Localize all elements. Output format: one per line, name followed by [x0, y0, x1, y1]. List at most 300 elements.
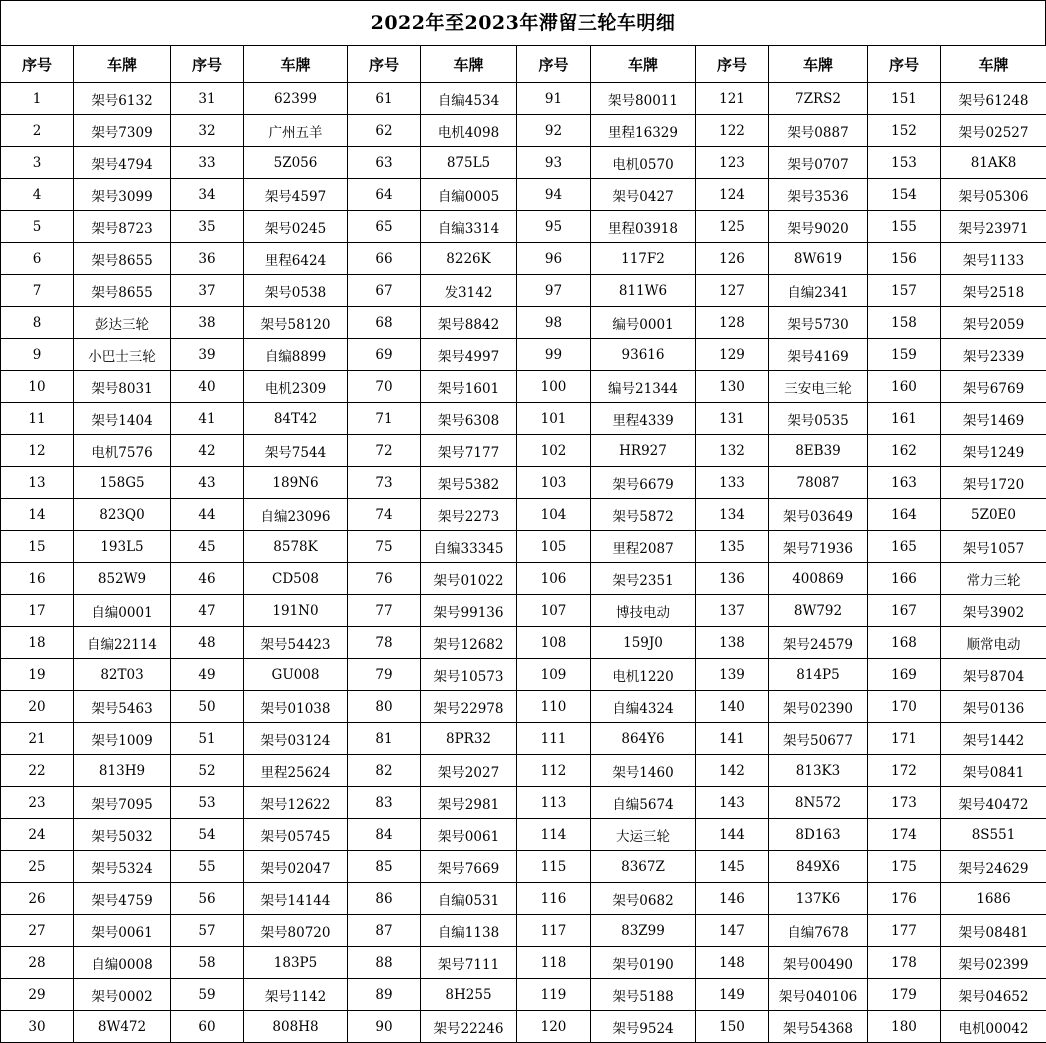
table-row: [1, 403, 1046, 435]
index-cell: 130: [696, 371, 769, 403]
plate-cell: 8W792: [769, 595, 868, 627]
index-cell: 80: [348, 691, 421, 723]
index-cell: 151: [868, 83, 941, 115]
index-cell: 17: [1, 595, 74, 627]
plate-cell: 78087: [769, 467, 868, 499]
index-cell: 85: [348, 851, 421, 883]
plate-cell: 架号3902: [941, 595, 1046, 627]
plate-cell: 自编0005: [421, 179, 517, 211]
index-cell: 135: [696, 531, 769, 563]
table-row: [1, 691, 1046, 723]
index-cell: 90: [348, 1011, 421, 1043]
plate-cell: 架号05745: [244, 819, 348, 851]
column-header-index: 序号: [696, 46, 769, 83]
plate-cell: 架号9020: [769, 211, 868, 243]
plate-cell: 大运三轮: [591, 819, 696, 851]
plate-cell: 架号8704: [941, 659, 1046, 691]
column-header-plate: 车牌: [421, 46, 517, 83]
index-cell: 1: [1, 83, 74, 115]
plate-cell: 自编4534: [421, 83, 517, 115]
plate-cell: 架号24629: [941, 851, 1046, 883]
table-row: [1, 435, 1046, 467]
plate-cell: 架号7669: [421, 851, 517, 883]
index-cell: 134: [696, 499, 769, 531]
index-cell: 153: [868, 147, 941, 179]
plate-cell: 架号8031: [74, 371, 171, 403]
plate-cell: 架号04652: [941, 979, 1046, 1011]
plate-cell: GU008: [244, 659, 348, 691]
index-cell: 116: [517, 883, 591, 915]
plate-cell: 架号1601: [421, 371, 517, 403]
index-cell: 41: [171, 403, 244, 435]
plate-cell: 架号08481: [941, 915, 1046, 947]
plate-cell: 架号2027: [421, 755, 517, 787]
plate-cell: 架号7177: [421, 435, 517, 467]
plate-cell: 架号0682: [591, 883, 696, 915]
plate-cell: 808H8: [244, 1011, 348, 1043]
plate-cell: 架号5872: [591, 499, 696, 531]
column-header-index: 序号: [868, 46, 941, 83]
plate-cell: 架号0535: [769, 403, 868, 435]
index-cell: 100: [517, 371, 591, 403]
plate-cell: 架号3536: [769, 179, 868, 211]
plate-cell: 架号6132: [74, 83, 171, 115]
index-cell: 97: [517, 275, 591, 307]
table-row: [1, 307, 1046, 339]
index-cell: 165: [868, 531, 941, 563]
plate-cell: 架号8655: [74, 275, 171, 307]
table-row: [1, 115, 1046, 147]
index-cell: 88: [348, 947, 421, 979]
plate-cell: 架号2339: [941, 339, 1046, 371]
index-cell: 73: [348, 467, 421, 499]
plate-cell: 架号0061: [421, 819, 517, 851]
index-cell: 173: [868, 787, 941, 819]
table-row: [1, 147, 1046, 179]
plate-cell: 架号8842: [421, 307, 517, 339]
index-cell: 54: [171, 819, 244, 851]
plate-cell: 架号05306: [941, 179, 1046, 211]
plate-cell: 自编4324: [591, 691, 696, 723]
plate-cell: 自编0531: [421, 883, 517, 915]
plate-cell: 架号7544: [244, 435, 348, 467]
index-cell: 82: [348, 755, 421, 787]
index-cell: 136: [696, 563, 769, 595]
plate-cell: 117F2: [591, 243, 696, 275]
plate-cell: 里程16329: [591, 115, 696, 147]
index-cell: 55: [171, 851, 244, 883]
plate-cell: 架号040106: [769, 979, 868, 1011]
column-header-plate: 车牌: [591, 46, 696, 83]
index-cell: 180: [868, 1011, 941, 1043]
index-cell: 166: [868, 563, 941, 595]
index-cell: 128: [696, 307, 769, 339]
index-cell: 114: [517, 819, 591, 851]
index-cell: 19: [1, 659, 74, 691]
plate-cell: 架号03649: [769, 499, 868, 531]
plate-cell: 电机1220: [591, 659, 696, 691]
index-cell: 8: [1, 307, 74, 339]
plate-cell: 137K6: [769, 883, 868, 915]
plate-cell: 架号4794: [74, 147, 171, 179]
plate-cell: 架号58120: [244, 307, 348, 339]
index-cell: 23: [1, 787, 74, 819]
plate-cell: 自编2341: [769, 275, 868, 307]
plate-cell: 158G5: [74, 467, 171, 499]
plate-cell: 架号2059: [941, 307, 1046, 339]
index-cell: 162: [868, 435, 941, 467]
plate-cell: 架号9524: [591, 1011, 696, 1043]
index-cell: 42: [171, 435, 244, 467]
plate-cell: 架号12622: [244, 787, 348, 819]
plate-cell: 里程2087: [591, 531, 696, 563]
plate-cell: 电机7576: [74, 435, 171, 467]
table-row: [1, 851, 1046, 883]
table-row: [1, 211, 1046, 243]
plate-cell: 875L5: [421, 147, 517, 179]
index-cell: 98: [517, 307, 591, 339]
index-cell: 112: [517, 755, 591, 787]
index-cell: 147: [696, 915, 769, 947]
column-header-index: 序号: [1, 46, 74, 83]
table-row: [1, 243, 1046, 275]
index-cell: 21: [1, 723, 74, 755]
index-cell: 99: [517, 339, 591, 371]
plate-cell: 架号4997: [421, 339, 517, 371]
index-cell: 45: [171, 531, 244, 563]
plate-cell: 架号5324: [74, 851, 171, 883]
index-cell: 58: [171, 947, 244, 979]
index-cell: 95: [517, 211, 591, 243]
plate-cell: 8PR32: [421, 723, 517, 755]
plate-cell: 自编0008: [74, 947, 171, 979]
index-cell: 154: [868, 179, 941, 211]
plate-cell: 架号5730: [769, 307, 868, 339]
plate-cell: 发3142: [421, 275, 517, 307]
plate-cell: 里程25624: [244, 755, 348, 787]
index-cell: 89: [348, 979, 421, 1011]
plate-cell: 电机4098: [421, 115, 517, 147]
plate-cell: 813H9: [74, 755, 171, 787]
plate-cell: 自编22114: [74, 627, 171, 659]
table-body: [1, 83, 1046, 1043]
plate-cell: 架号4597: [244, 179, 348, 211]
plate-cell: 852W9: [74, 563, 171, 595]
plate-cell: 183P5: [244, 947, 348, 979]
index-cell: 170: [868, 691, 941, 723]
plate-cell: 62399: [244, 83, 348, 115]
index-cell: 31: [171, 83, 244, 115]
plate-cell: 架号0707: [769, 147, 868, 179]
index-cell: 144: [696, 819, 769, 851]
plate-cell: 架号61248: [941, 83, 1046, 115]
index-cell: 158: [868, 307, 941, 339]
index-cell: 81: [348, 723, 421, 755]
index-cell: 53: [171, 787, 244, 819]
index-cell: 94: [517, 179, 591, 211]
table-row: [1, 787, 1046, 819]
index-cell: 172: [868, 755, 941, 787]
index-cell: 9: [1, 339, 74, 371]
index-cell: 105: [517, 531, 591, 563]
index-cell: 76: [348, 563, 421, 595]
index-cell: 103: [517, 467, 591, 499]
index-cell: 48: [171, 627, 244, 659]
table-row: [1, 371, 1046, 403]
plate-cell: 193L5: [74, 531, 171, 563]
index-cell: 167: [868, 595, 941, 627]
plate-cell: 架号7095: [74, 787, 171, 819]
plate-cell: 架号0538: [244, 275, 348, 307]
index-cell: 14: [1, 499, 74, 531]
index-cell: 178: [868, 947, 941, 979]
plate-cell: 架号5188: [591, 979, 696, 1011]
index-cell: 149: [696, 979, 769, 1011]
plate-cell: 架号7111: [421, 947, 517, 979]
index-cell: 51: [171, 723, 244, 755]
plate-cell: 架号23971: [941, 211, 1046, 243]
index-cell: 138: [696, 627, 769, 659]
index-cell: 176: [868, 883, 941, 915]
index-cell: 57: [171, 915, 244, 947]
index-cell: 46: [171, 563, 244, 595]
index-cell: 169: [868, 659, 941, 691]
index-cell: 107: [517, 595, 591, 627]
index-cell: 120: [517, 1011, 591, 1043]
plate-cell: 架号00490: [769, 947, 868, 979]
plate-cell: 架号03124: [244, 723, 348, 755]
index-cell: 84: [348, 819, 421, 851]
plate-cell: 架号80720: [244, 915, 348, 947]
index-cell: 43: [171, 467, 244, 499]
index-cell: 121: [696, 83, 769, 115]
plate-cell: 架号1442: [941, 723, 1046, 755]
table-row: [1, 275, 1046, 307]
plate-cell: 架号2273: [421, 499, 517, 531]
index-cell: 30: [1, 1011, 74, 1043]
plate-cell: 自编5674: [591, 787, 696, 819]
plate-cell: 架号01022: [421, 563, 517, 595]
index-cell: 12: [1, 435, 74, 467]
index-cell: 40: [171, 371, 244, 403]
plate-cell: 架号54423: [244, 627, 348, 659]
plate-cell: 里程4339: [591, 403, 696, 435]
index-cell: 67: [348, 275, 421, 307]
index-cell: 108: [517, 627, 591, 659]
index-cell: 171: [868, 723, 941, 755]
plate-cell: 813K3: [769, 755, 868, 787]
index-cell: 25: [1, 851, 74, 883]
table-row: [1, 723, 1046, 755]
index-cell: 123: [696, 147, 769, 179]
index-cell: 92: [517, 115, 591, 147]
page-title: 2022年至2023年滞留三轮车明细: [0, 0, 1046, 45]
index-cell: 18: [1, 627, 74, 659]
index-cell: 22: [1, 755, 74, 787]
index-cell: 152: [868, 115, 941, 147]
table-row: [1, 627, 1046, 659]
index-cell: 24: [1, 819, 74, 851]
plate-cell: 架号2981: [421, 787, 517, 819]
index-cell: 110: [517, 691, 591, 723]
plate-cell: 小巴士三轮: [74, 339, 171, 371]
plate-cell: 架号0841: [941, 755, 1046, 787]
plate-cell: 架号1142: [244, 979, 348, 1011]
plate-cell: 81AK8: [941, 147, 1046, 179]
table-row: [1, 947, 1046, 979]
index-cell: 175: [868, 851, 941, 883]
index-cell: 71: [348, 403, 421, 435]
index-cell: 70: [348, 371, 421, 403]
plate-cell: 架号0427: [591, 179, 696, 211]
plate-cell: 93616: [591, 339, 696, 371]
index-cell: 139: [696, 659, 769, 691]
plate-cell: 自编33345: [421, 531, 517, 563]
index-cell: 72: [348, 435, 421, 467]
plate-cell: 7ZRS2: [769, 83, 868, 115]
index-cell: 5: [1, 211, 74, 243]
plate-cell: 架号1009: [74, 723, 171, 755]
index-cell: 52: [171, 755, 244, 787]
table-row: [1, 563, 1046, 595]
index-cell: 68: [348, 307, 421, 339]
plate-cell: 架号4169: [769, 339, 868, 371]
index-cell: 104: [517, 499, 591, 531]
plate-cell: 8226K: [421, 243, 517, 275]
index-cell: 74: [348, 499, 421, 531]
index-cell: 87: [348, 915, 421, 947]
plate-cell: 架号0190: [591, 947, 696, 979]
index-cell: 77: [348, 595, 421, 627]
index-cell: 122: [696, 115, 769, 147]
plate-cell: 864Y6: [591, 723, 696, 755]
index-cell: 127: [696, 275, 769, 307]
column-header-plate: 车牌: [941, 46, 1046, 83]
plate-cell: 架号99136: [421, 595, 517, 627]
index-cell: 145: [696, 851, 769, 883]
plate-cell: 架号6769: [941, 371, 1046, 403]
table-row: [1, 755, 1046, 787]
index-cell: 29: [1, 979, 74, 1011]
plate-cell: 8W619: [769, 243, 868, 275]
index-cell: 6: [1, 243, 74, 275]
index-cell: 129: [696, 339, 769, 371]
index-cell: 32: [171, 115, 244, 147]
plate-cell: 84T42: [244, 403, 348, 435]
column-header-index: 序号: [348, 46, 421, 83]
index-cell: 179: [868, 979, 941, 1011]
index-cell: 11: [1, 403, 74, 435]
index-cell: 137: [696, 595, 769, 627]
index-cell: 26: [1, 883, 74, 915]
index-cell: 133: [696, 467, 769, 499]
plate-cell: 架号4759: [74, 883, 171, 915]
index-cell: 13: [1, 467, 74, 499]
plate-cell: 架号1057: [941, 531, 1046, 563]
plate-cell: 编号0001: [591, 307, 696, 339]
index-cell: 79: [348, 659, 421, 691]
index-cell: 33: [171, 147, 244, 179]
table-row: [1, 179, 1046, 211]
index-cell: 49: [171, 659, 244, 691]
plate-cell: 架号80011: [591, 83, 696, 115]
plate-cell: 顺常电动: [941, 627, 1046, 659]
plate-cell: 架号22246: [421, 1011, 517, 1043]
plate-cell: 814P5: [769, 659, 868, 691]
index-cell: 119: [517, 979, 591, 1011]
plate-cell: 8EB39: [769, 435, 868, 467]
column-header-plate: 车牌: [244, 46, 348, 83]
plate-cell: 架号50677: [769, 723, 868, 755]
plate-cell: 8D163: [769, 819, 868, 851]
index-cell: 159: [868, 339, 941, 371]
plate-cell: 8S551: [941, 819, 1046, 851]
plate-cell: 823Q0: [74, 499, 171, 531]
plate-cell: 彭达三轮: [74, 307, 171, 339]
plate-cell: 架号54368: [769, 1011, 868, 1043]
plate-cell: 82T03: [74, 659, 171, 691]
table-row: [1, 467, 1046, 499]
plate-cell: 架号24579: [769, 627, 868, 659]
plate-cell: 架号6679: [591, 467, 696, 499]
index-cell: 28: [1, 947, 74, 979]
index-cell: 93: [517, 147, 591, 179]
plate-cell: 博技电动: [591, 595, 696, 627]
plate-cell: 849X6: [769, 851, 868, 883]
plate-cell: 架号02390: [769, 691, 868, 723]
plate-cell: 8H255: [421, 979, 517, 1011]
index-cell: 59: [171, 979, 244, 1011]
plate-cell: 架号8723: [74, 211, 171, 243]
index-cell: 78: [348, 627, 421, 659]
plate-cell: 自编23096: [244, 499, 348, 531]
plate-cell: 架号02047: [244, 851, 348, 883]
plate-cell: 811W6: [591, 275, 696, 307]
plate-cell: 电机00042: [941, 1011, 1046, 1043]
plate-cell: 广州五羊: [244, 115, 348, 147]
plate-cell: 编号21344: [591, 371, 696, 403]
plate-cell: 架号0887: [769, 115, 868, 147]
plate-cell: 8W472: [74, 1011, 171, 1043]
index-cell: 20: [1, 691, 74, 723]
index-cell: 36: [171, 243, 244, 275]
plate-cell: 架号5463: [74, 691, 171, 723]
index-cell: 86: [348, 883, 421, 915]
table-row: [1, 531, 1046, 563]
plate-cell: 里程03918: [591, 211, 696, 243]
index-cell: 164: [868, 499, 941, 531]
index-cell: 16: [1, 563, 74, 595]
table-row: [1, 595, 1046, 627]
plate-cell: 159J0: [591, 627, 696, 659]
plate-cell: 电机0570: [591, 147, 696, 179]
index-cell: 35: [171, 211, 244, 243]
index-cell: 39: [171, 339, 244, 371]
plate-cell: CD508: [244, 563, 348, 595]
index-cell: 150: [696, 1011, 769, 1043]
index-cell: 140: [696, 691, 769, 723]
index-cell: 115: [517, 851, 591, 883]
table-row: [1, 339, 1046, 371]
index-cell: 143: [696, 787, 769, 819]
plate-cell: 电机2309: [244, 371, 348, 403]
plate-cell: 里程6424: [244, 243, 348, 275]
plate-cell: 架号1469: [941, 403, 1046, 435]
plate-cell: 架号2518: [941, 275, 1046, 307]
plate-cell: 常力三轮: [941, 563, 1046, 595]
plate-cell: 架号1404: [74, 403, 171, 435]
table-row: [1, 819, 1046, 851]
